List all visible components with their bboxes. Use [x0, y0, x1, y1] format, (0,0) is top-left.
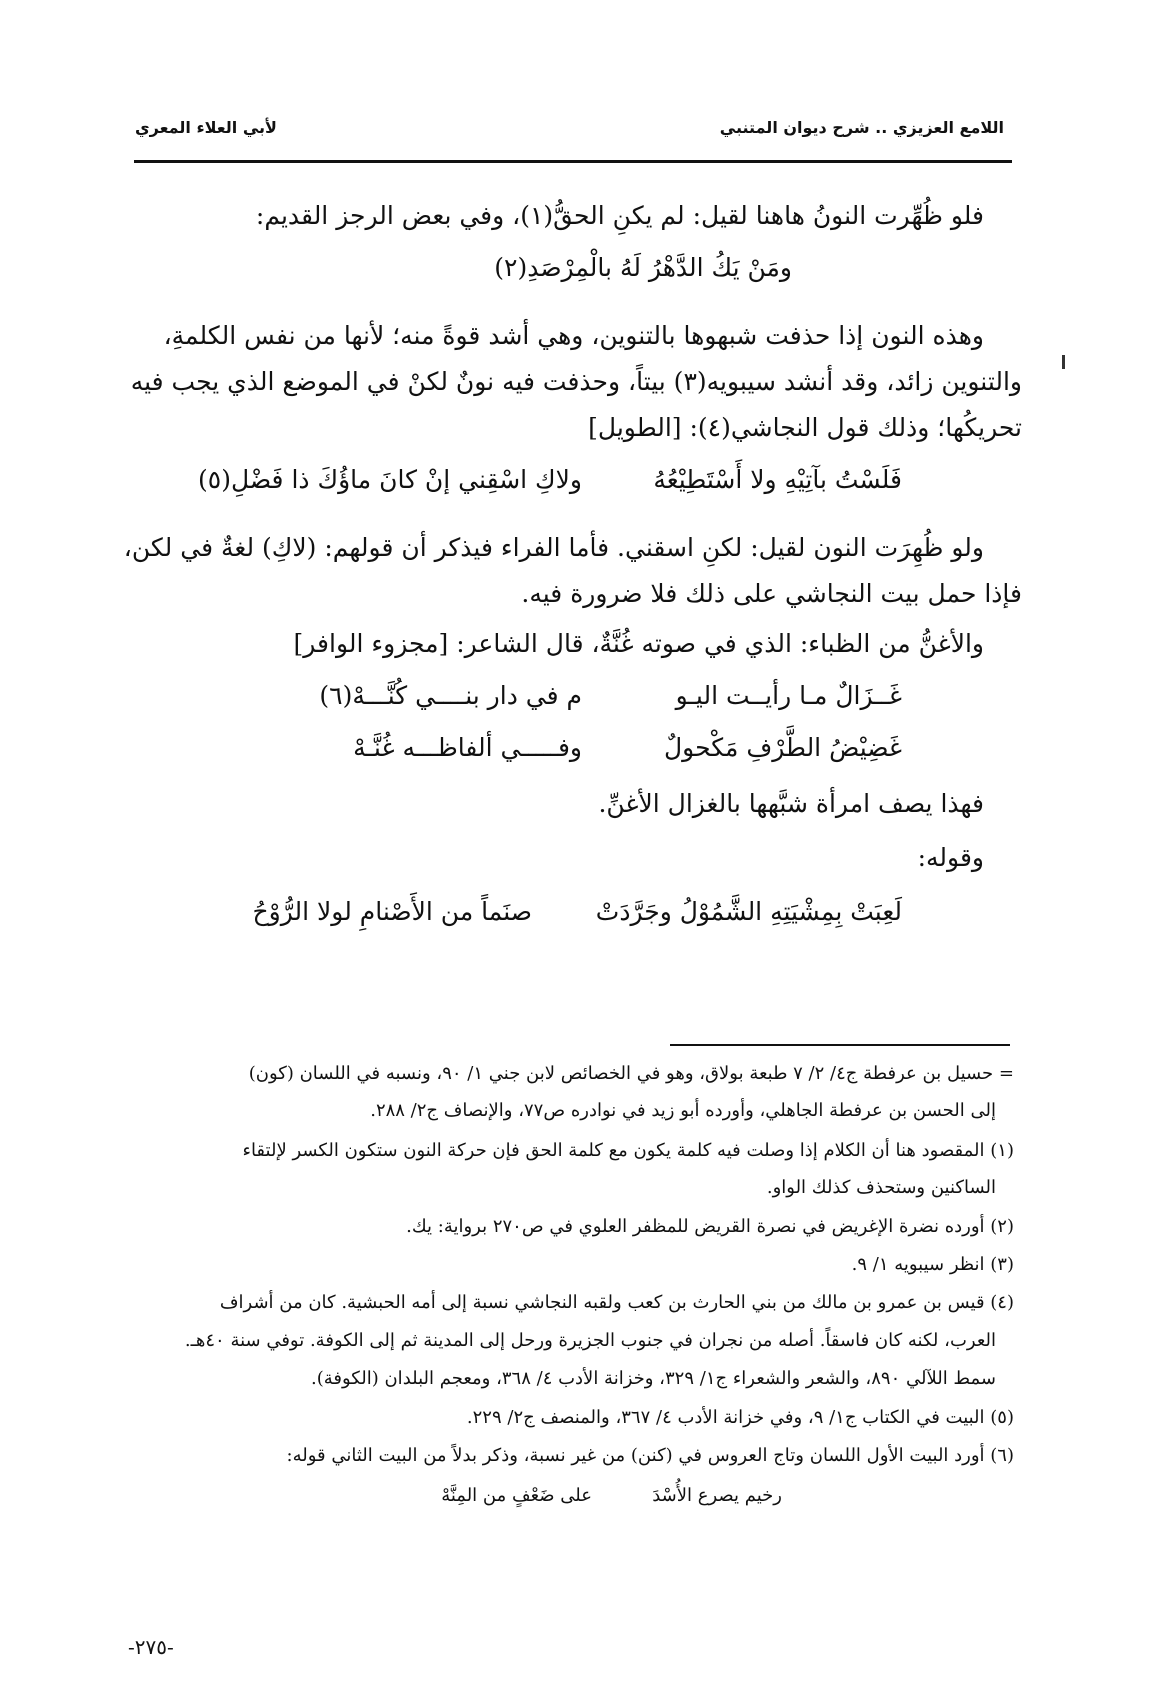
verse-hemistich-second: وفـــــي ألفاظـــه غُنَّـهْ: [353, 733, 582, 762]
text-line: فإذا حمل بيت النجاشي على ذلك فلا ضرورة فيه.: [521, 579, 1022, 608]
text-line: ولو ظُهِرَت النون لقيل: لكنِ اسقني. فأما الفراء فيذكر أن قولهم: (لاكِ) لغةٌ في لكن،: [123, 533, 984, 562]
footnote-line: (٤) قيس بن عمرو بن مالك من بني الحارث بن كعب ولقبه النجاشي نسبة إلى أمه الحبشية. كان من أشراف: [219, 1292, 1014, 1313]
text-line: وهذه النون إذا حذفت شبهوها بالتنوين، وهي أشد قوةً منه؛ لأنها من نفس الكلمةِ،: [163, 321, 984, 350]
text-line: فلو ظُهِّرت النونُ هاهنا لقيل: لم يكنِ الحقُّ(١)، وفي بعض الرجز القديم:: [255, 201, 984, 230]
margin-mark: [1062, 355, 1065, 369]
running-header-title: اللامع العزيزي .. شرح ديوان المتنبي: [719, 118, 1004, 137]
text-line: تحريكُها؛ وذلك قول النجاشي(٤): [الطويل]: [588, 413, 1022, 442]
verse-hemistich-second: م في دار بنــــي كُنَّـــهْ(٦): [319, 681, 582, 710]
footnote-line: الساكنين وستحذف كذلك الواو.: [766, 1177, 996, 1198]
verse-hemistich-first: لَعِبَتْ بِمِشْيَتِهِ الشَّمُوْلُ وجَرَّدَتْ: [595, 897, 902, 926]
verse-hemistich-second: صنَماً من الأَصْنامِ لولا الرُّوْحُ: [252, 897, 532, 926]
verse-hemistich-first: فَلَسْتُ بآتِيْهِ ولا أَسْتَطِيْعُهُ: [653, 465, 902, 494]
footnote-line: إلى الحسن بن عرفطة الجاهلي، وأورده أبو زيد في نوادره ص٧٧، والإنصاف ج٢/ ٢٨٨.: [370, 1100, 996, 1121]
footnote-line: (٢) أورده نضرة الإغريض في نصرة القريض للمظفر العلوي في ص٢٧٠ برواية: يك.: [406, 1216, 1014, 1237]
footnote-line: (١) المقصود هنا أن الكلام إذا وصلت فيه كلمة يكون مع كلمة الحق فإن حركة النون ستكون الكسر لإلتقاء: [242, 1140, 1014, 1161]
text-line: فهذا يصف امرأة شبَّهها بالغزال الأغنِّ.: [598, 789, 984, 818]
verse-hemistich-first: غَــزَالٌ مـا رأيــت اليـو: [675, 681, 902, 710]
rajaz-verse: ومَنْ يَكُ الدَّهْرُ لَهُ بالْمِرْصَدِ(٢): [494, 253, 792, 282]
footnote-line: = حسيل بن عرفطة ج٤/ ٢/ ٧ طبعة بولاق، وهو في الخصائص لابن جني ١/ ٩٠، ونسبه في اللسان (كون): [248, 1063, 1014, 1084]
verse-hemistich-second: ولاكِ اسْقِني إنْ كانَ ماؤُكَ ذا فَضْلِ(٥): [197, 465, 582, 494]
footnote-line: (٣) انظر سيبويه ١/ ٩.: [851, 1254, 1014, 1275]
page-number: -٢٧٥-: [128, 1635, 174, 1659]
running-header-author: لأبي العلاء المعري: [135, 118, 277, 137]
text-line: والأغنُّ من الظباء: الذي في صوته غُنَّةٌ، قال الشاعر: [مجزوء الوافر]: [293, 629, 984, 658]
footnote-line: (٥) البيت في الكتاب ج١/ ٩، وفي خزانة الأدب ٤/ ٣٦٧، والمنصف ج٢/ ٢٢٩.: [466, 1407, 1014, 1428]
footnote-rule: [670, 1044, 1010, 1046]
text-line: والتنوين زائد، وقد أنشد سيبويه(٣) بيتاً، وحذفت فيه نونٌ لكنْ في الموضع الذي يجب فيه: [130, 367, 1022, 396]
footnote-line: سمط اللآلي ٨٩٠، والشعر والشعراء ج١/ ٣٢٩، وخزانة الأدب ٤/ ٣٦٨، ومعجم البلدان (الكوفة).: [311, 1368, 996, 1389]
footnote-line: العرب، لكنه كان فاسقاً. أصله من نجران في جنوب الجزيرة ورحل إلى المدينة ثم إلى الكوفة. توفي سنة ٤٠هـ.: [184, 1330, 996, 1351]
header-rule: [134, 160, 1012, 163]
footnote-line: (٦) أورد البيت الأول اللسان وتاج العروس في (كنن) من غير نسبة، وذكر بدلاً من البيت الثاني قوله:: [286, 1445, 1014, 1466]
footnote-verse-first: رخيم يصرع الأُسْدَ: [652, 1485, 782, 1506]
verse-hemistich-first: غَضِيْضُ الطَّرْفِ مَكْحولٌ: [663, 733, 902, 762]
footnote-verse-second: على ضَعْفٍ من المِنَّهْ: [441, 1485, 592, 1506]
text-line: وقوله:: [917, 843, 984, 872]
